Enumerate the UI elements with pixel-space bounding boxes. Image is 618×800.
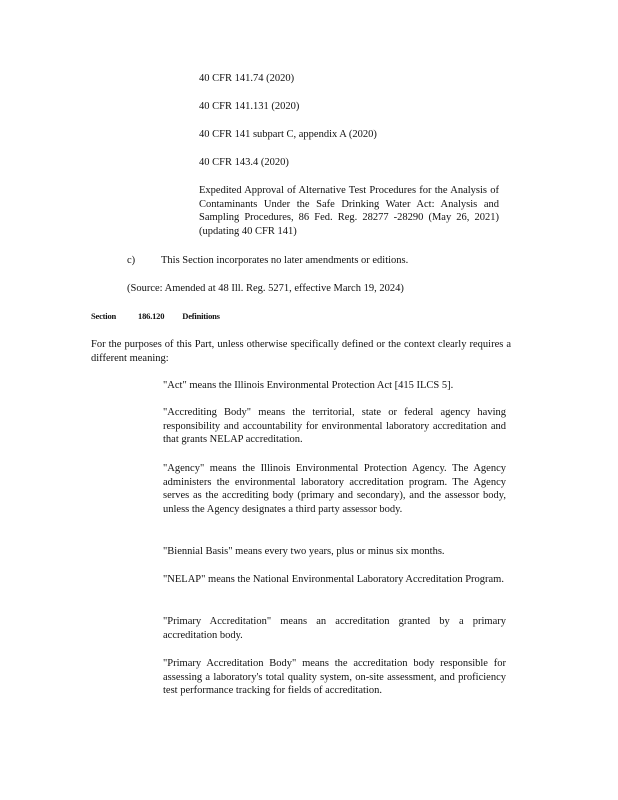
item-c-label: c)	[127, 255, 136, 266]
definition-biennial-basis: "Biennial Basis" means every two years, plus or minus six months.	[163, 546, 445, 557]
reference-40cfr-141-131: 40 CFR 141.131 (2020)	[199, 101, 300, 112]
item-c-text: This Section incorporates no later amendments or editions.	[161, 255, 409, 266]
definition-accrediting-body: "Accrediting Body" means the territorial, state or federal agency having responsibility and accountability for environmental laboratory accreditation and that grants NELAP accreditation.	[163, 407, 506, 445]
reference-40cfr-141-subpart-c: 40 CFR 141 subpart C, appendix A (2020)	[199, 129, 377, 140]
definition-nelap: "NELAP" means the National Environmental Laboratory Accreditation Program.	[163, 574, 504, 585]
source-note: (Source: Amended at 48 Ill. Reg. 5271, effective March 19, 2024)	[127, 283, 404, 294]
section-number: 186.120	[138, 311, 165, 321]
section-title: Definitions	[182, 311, 220, 321]
intro-paragraph: For the purposes of this Part, unless otherwise specifically defined or the context clearly requires a different meaning:	[91, 339, 511, 364]
reference-40cfr-141-74: 40 CFR 141.74 (2020)	[199, 73, 295, 84]
definition-primary-accreditation-body: "Primary Accreditation Body" means the accreditation body responsible for assessing a laboratory's total quality system, on-site assessment, and proficiency test performance tracking for fields of accreditation.	[163, 658, 506, 696]
item-c	[127, 254, 507, 268]
reference-40cfr-143-4: 40 CFR 143.4 (2020)	[199, 157, 289, 168]
section-prefix: Section	[91, 311, 117, 321]
reference-expedited-approval: Expedited Approval of Alternative Test Procedures for the Analysis of Contaminants Under the Safe Drinking Water Act: Analysis and Sampling Procedures, 86 Fed. Reg. 28277 -28290 (May 26, 2021) (updating 40 CFR 141)	[199, 185, 499, 237]
section-heading	[91, 310, 220, 324]
definition-agency: "Agency" means the Illinois Environmental Protection Agency. The Agency administers the environmental laboratory accreditation program. The Agency serves as the accrediting body (primary and secondary), and the assessor body, unless the Agency designates a third party assessor body.	[163, 463, 506, 515]
definition-act: "Act" means the Illinois Environmental Protection Act [415 ILCS 5].	[163, 380, 454, 391]
definition-primary-accreditation: "Primary Accreditation" means an accreditation granted by a primary accreditation body.	[163, 616, 506, 641]
